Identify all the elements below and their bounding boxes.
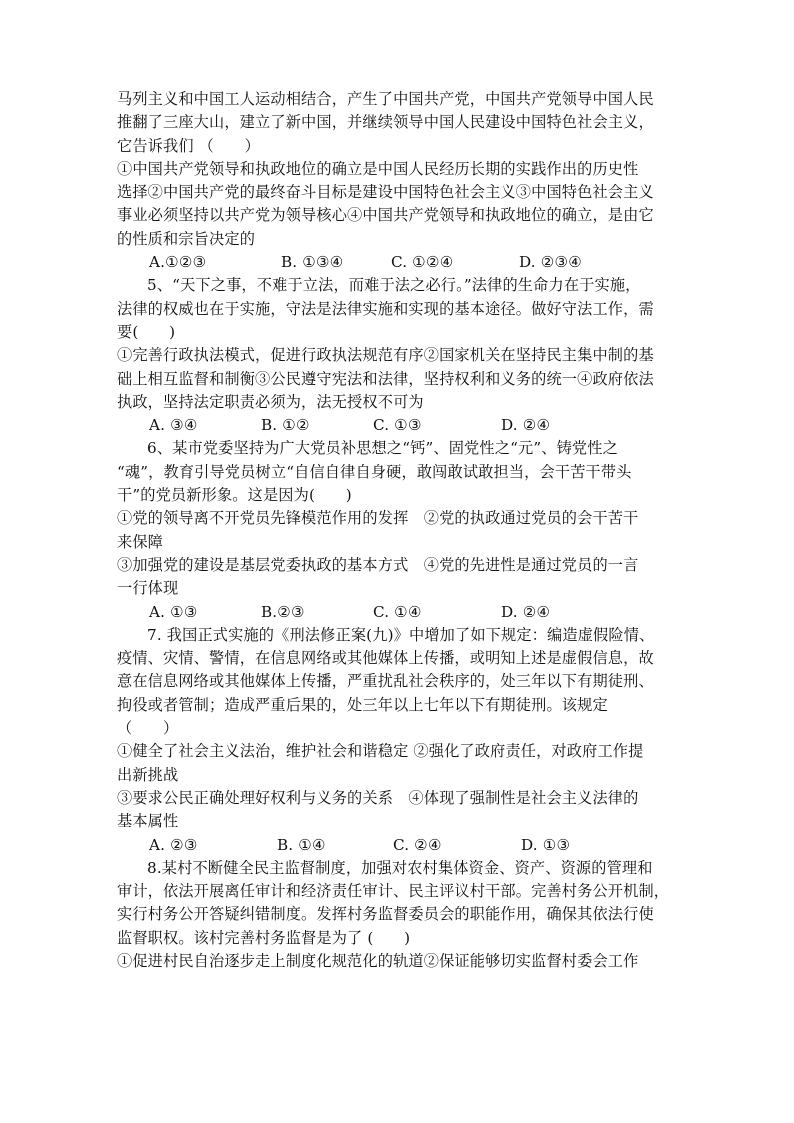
- text-line: ①促进村民自治逐步走上制度化规范化的轨道②保证能够切实监督村委会工作: [117, 951, 639, 970]
- text-line: ①完善行政执法模式，促进行政执法规范有序②国家机关在坚持民主集中制的基: [117, 346, 654, 365]
- text-line: ①中国共产党领导和执政地位的确立是中国人民经历长期的实践作出的历史性: [117, 159, 639, 178]
- text-line: 一行体现: [117, 579, 179, 598]
- option-d: D. ②④: [501, 416, 551, 435]
- text-line: ③加强党的建设是基层党委执政的基本方式 ④党的先进性是通过党员的一言: [117, 555, 639, 574]
- answer-options: [117, 251, 677, 274]
- text-line: 执政，坚持法定职责必须为，法无授权不可为: [117, 392, 424, 411]
- text-line: （ ）: [117, 719, 179, 738]
- text-line: 审计，依法开展离任审计和经济责任审计、民主评议村干部。完善村务公开机制，: [117, 882, 670, 901]
- text-line: 来保障: [117, 532, 164, 551]
- option-a: A. ③④: [149, 416, 198, 435]
- text-line: “魂”，教育引导党员树立“自信自律自身硬，敢闯敢试敢担当，会干苦干带头: [117, 462, 632, 481]
- option-a: A. ②③: [149, 835, 198, 854]
- question-8: [117, 857, 677, 973]
- option-a: A. ①③: [149, 602, 198, 621]
- option-b: B. ①④: [277, 835, 326, 854]
- text-line: ①健全了社会主义法治，维护社会和谐稳定 ②强化了政府责任，对政府工作提: [117, 742, 644, 761]
- text-line: 它告诉我们 （ ）: [117, 136, 261, 155]
- question-stem: 8.某村不断健全民主监督制度，加强对农村集体资金、资产、资源的管理和: [147, 858, 653, 877]
- option-d: D. ②③④: [519, 253, 583, 272]
- text-line: 马列主义和中国工人运动相结合，产生了中国共产党，中国共产党领导中国人民: [117, 90, 654, 108]
- question-4-continued: [117, 88, 677, 274]
- document-page: [117, 88, 677, 973]
- option-a: A.①②③: [149, 253, 207, 272]
- option-b: B. ①③④: [281, 253, 344, 272]
- text-line: 推翻了三座大山，建立了新中国，并继续领导中国人民建设中国特色社会主义，: [117, 113, 654, 132]
- text-line: 干”的党员新形象。这是因为( ): [117, 486, 352, 505]
- question-5: [117, 274, 677, 437]
- text-line: 出新挑战: [117, 765, 179, 784]
- option-d: D. ②④: [501, 602, 551, 621]
- text-line: 事业必须坚持以共产党为领导核心④中国共产党领导和执政地位的确立，是由它: [117, 206, 654, 225]
- text-line: 的性质和宗旨决定的: [117, 229, 256, 248]
- option-c: C. ①④: [373, 602, 422, 621]
- text-line: 基本属性: [117, 812, 179, 831]
- text-line: 监督职权。该村完善村务监督是为了 ( ): [117, 928, 411, 947]
- option-b: B.②③: [261, 602, 305, 621]
- answer-options: [117, 834, 677, 857]
- text-line: 础上相互监督和制衡③公民遵守宪法和法律，坚持权利和义务的统一④政府依法: [117, 369, 654, 388]
- text-line: 法律的权威也在于实施，守法是法律实施和实现的基本途径。做好守法工作，需: [117, 299, 654, 318]
- option-c: C. ②④: [393, 835, 442, 854]
- option-c: C. ①③: [373, 416, 422, 435]
- question-stem: 5、“天下之事，不难于立法，而难于法之必行。”法律的生命力在于实施，: [147, 276, 641, 295]
- question-7: [117, 624, 677, 857]
- text-line: ①党的领导离不开党员先锋模范作用的发挥 ②党的执政通过党员的会干苦干: [117, 509, 639, 528]
- question-6: [117, 437, 677, 623]
- text-line: 拘役或者管制；造成严重后果的，处三年以上七年以下有期徒刑。该规定: [117, 695, 608, 714]
- text-line: 要( ): [117, 322, 176, 341]
- question-stem: 7. 我国正式实施的《刑法修正案(九)》中增加了如下规定：编造虚假险情、: [147, 625, 655, 644]
- answer-options: [117, 414, 677, 437]
- answer-options: [117, 601, 677, 624]
- text-line: 意在信息网络或其他媒体上传播，严重扰乱社会秩序的，处三年以下有期徒刑、: [117, 672, 654, 691]
- option-d: D. ①③: [521, 835, 571, 854]
- text-line: 实行村务公开答疑纠错制度。发挥村务监督委员会的职能作用，确保其依法行使: [117, 905, 654, 924]
- option-b: B. ①②: [261, 416, 310, 435]
- text-line: 选择②中国共产党的最终奋斗目标是建设中国特色社会主义③中国特色社会主义: [117, 183, 654, 202]
- question-stem: 6、某市党委坚持为广大党员补思想之“钙”、固党性之“元”、铸党性之: [147, 439, 618, 458]
- text-line: 疫情、灾情、警情，在信息网络或其他媒体上传播，或明知上述是虚假信息，故: [117, 649, 654, 668]
- option-c: C. ①②④: [391, 253, 454, 272]
- text-line: ③要求公民正确处理好权利与义务的关系 ④体现了强制性是社会主义法律的: [117, 788, 639, 807]
